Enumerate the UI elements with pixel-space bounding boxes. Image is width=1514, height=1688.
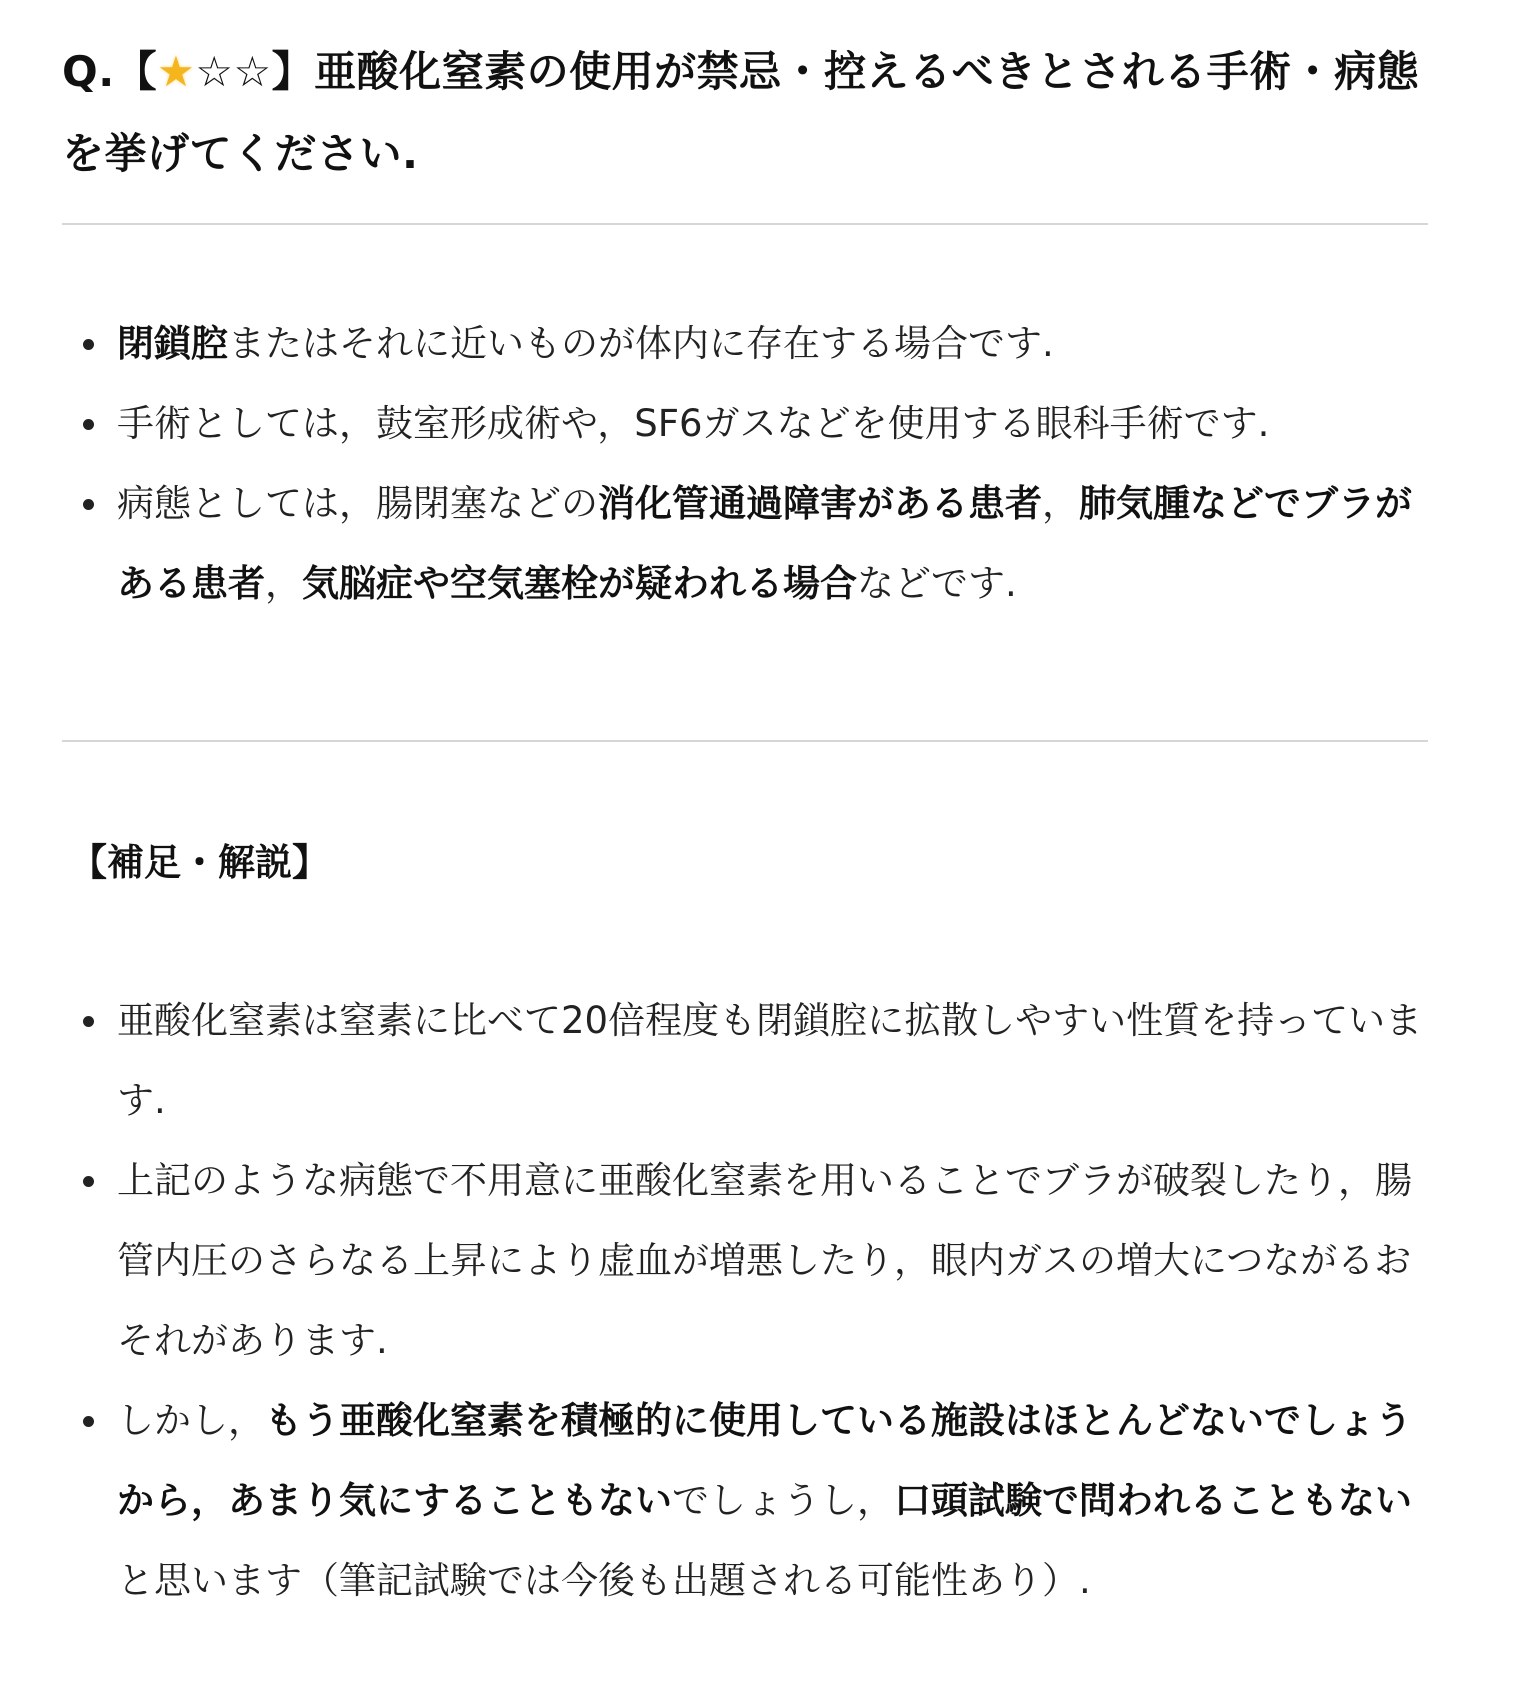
list-item [62,1141,1428,1381]
bullet-icon [83,1416,94,1427]
supplement-list [62,981,1428,1621]
body-text: 亜酸化窒素は窒素に比べて20倍程度も閉鎖腔に拡散しやすい性質を持っています. [117,999,1423,1122]
list-item [62,464,1428,624]
question-text: 】亜酸化窒素の使用が禁忌・控えるべきとされる手術・病態を挙げてください. [62,47,1420,178]
list-item [62,304,1428,384]
emphasis-text: 消化管通過障害がある患者 [598,482,1042,525]
divider [62,223,1428,225]
question-prefix: Q.【 [62,47,158,96]
body-text: 病態としては，腸閉塞などの [117,482,598,525]
emphasis-text: 気脳症や空気塞栓が疑われる場合 [302,562,857,605]
bullet-icon [83,1016,94,1027]
divider [62,740,1428,742]
body-text: しかし， [117,1399,265,1442]
emphasis-text: もう亜酸化窒素を積極的に使用している施設はほとんどないでしょうから，あまり気にすることもない [117,1399,1412,1522]
emphasis-text: 口頭試験で問われることもない [894,1479,1412,1522]
list-item [62,1381,1428,1621]
body-text: でしょうし， [672,1479,894,1522]
body-text: ， [265,562,302,605]
supplement-title: 【補足・解説】 [70,841,329,884]
bullet-icon [83,1176,94,1187]
body-text: またはそれに近いものが体内に存在する場合です. [228,322,1054,365]
body-text: と思います（筆記試験では今後も出題される可能性あり）. [117,1559,1091,1602]
glowing-star-icon: ★ [157,47,196,96]
emphasis-text: 肺気腫などでブラがある患者 [117,482,1412,605]
bullet-icon [83,499,94,510]
bullet-icon [83,419,94,430]
emphasis-text: 閉鎖腔 [117,322,228,365]
body-text: などです. [857,562,1017,605]
outline-stars: ☆☆ [195,47,272,96]
question-heading [62,0,1428,195]
body-text: ， [1042,482,1079,525]
answer-list [62,304,1428,624]
body-text: 上記のような病態で不用意に亜酸化窒素を用いることでブラが破裂したり，腸管内圧のさらなる上昇により虚血が増悪したり，眼内ガスの増大につながるおそれがあります. [117,1159,1412,1362]
bullet-icon [83,339,94,350]
article [62,0,1428,1602]
body-text: 手術としては，鼓室形成術や，SF6ガスなどを使用する眼科手術です. [117,402,1270,445]
list-item [62,981,1428,1141]
list-item [62,384,1428,464]
